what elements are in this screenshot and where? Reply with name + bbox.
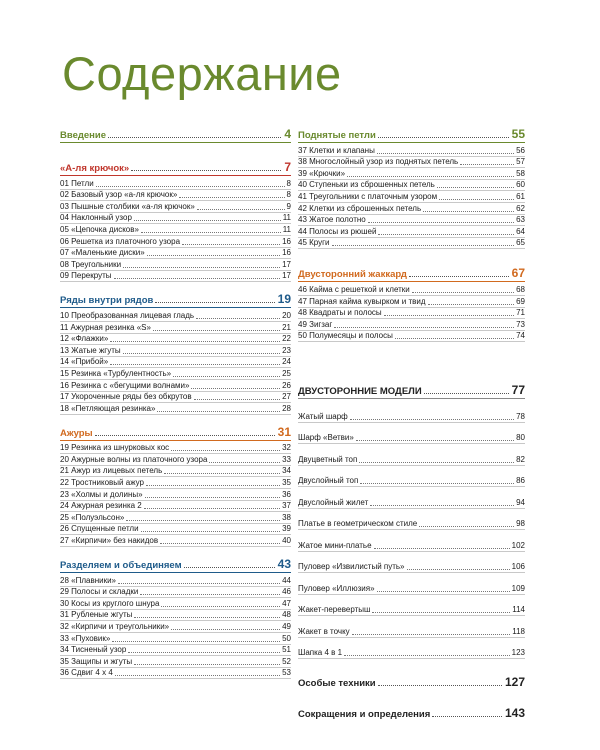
- dot-leader: [412, 292, 514, 293]
- entry-label: 09 Перекруты: [60, 271, 112, 281]
- entry-page-number: 27: [282, 392, 291, 402]
- entry-label: 05 «Цепочка дисков»: [60, 224, 139, 234]
- entry-label: 43 Жатое полотно: [298, 215, 366, 225]
- toc-entry[interactable]: [298, 238, 525, 250]
- entry-page-number: 57: [516, 157, 525, 167]
- entry-page-number: 80: [516, 433, 525, 443]
- dot-leader: [374, 548, 510, 549]
- toc-entry[interactable]: [298, 530, 525, 552]
- page-title: Содержание: [62, 47, 342, 100]
- section-title: Разделяем и объединяем: [60, 560, 182, 572]
- entry-label: 29 Полосы и складки: [60, 587, 139, 597]
- toc-entry[interactable]: [60, 271, 291, 283]
- toc-entry[interactable]: [60, 178, 291, 190]
- dot-leader: [112, 641, 280, 642]
- dot-leader: [155, 302, 274, 303]
- section-title: Ряды внутри рядов: [60, 295, 154, 307]
- entry-page-number: 11: [282, 224, 291, 234]
- section-page-number: 67: [511, 266, 525, 281]
- entry-label: 34 Тисненый узор: [60, 645, 127, 655]
- dot-leader: [147, 255, 280, 256]
- toc-entry[interactable]: [60, 248, 291, 260]
- toc-section-heading[interactable]: [298, 672, 525, 690]
- entry-label: 49 Зигзаг: [298, 319, 333, 329]
- entry-label: Двуцветный топ: [298, 454, 358, 464]
- entry-label: Жатое мини-платье: [298, 540, 372, 550]
- toc-entry[interactable]: [298, 595, 525, 617]
- entry-page-number: 53: [282, 668, 291, 678]
- dot-leader: [460, 164, 514, 165]
- entry-label: 08 Треугольники: [60, 259, 122, 269]
- toc-section-heading[interactable]: [298, 124, 525, 143]
- toc-entry[interactable]: [298, 487, 525, 509]
- toc-entry[interactable]: [60, 322, 291, 334]
- entry-page-number: 26: [282, 380, 291, 390]
- toc-entry[interactable]: [60, 334, 291, 346]
- section-title: Особые техники: [298, 678, 376, 690]
- section-page-number: 127: [504, 675, 525, 690]
- toc-entry[interactable]: [60, 201, 291, 213]
- entry-page-number: 50: [282, 633, 291, 643]
- dot-leader: [134, 220, 281, 221]
- toc-entry[interactable]: [60, 610, 291, 622]
- entry-label: 31 Рубленые жгуты: [60, 610, 133, 620]
- dot-leader: [96, 186, 285, 187]
- dot-leader: [131, 170, 281, 171]
- toc-entry[interactable]: [60, 357, 291, 369]
- entry-label: 24 Ажурная резинка 2: [60, 501, 142, 511]
- dot-leader: [171, 450, 280, 451]
- entry-page-number: 28: [282, 403, 291, 413]
- entry-page-number: 33: [282, 454, 291, 464]
- toc-entry[interactable]: [60, 575, 291, 587]
- toc-entry[interactable]: [298, 145, 525, 157]
- dot-leader: [108, 137, 281, 138]
- entry-page-number: 40: [282, 536, 291, 546]
- dot-leader: [123, 353, 280, 354]
- toc-entry[interactable]: [60, 236, 291, 248]
- dot-leader: [359, 462, 514, 463]
- entry-page-number: 51: [282, 645, 291, 655]
- entry-label: 37 Клетки и клапаны: [298, 145, 375, 155]
- entry-label: 02 Базовый узор «а-ля крючок»: [60, 190, 178, 200]
- toc-entry[interactable]: [60, 587, 291, 599]
- toc-entry[interactable]: [298, 444, 525, 466]
- toc-entry[interactable]: [60, 392, 291, 404]
- section-page-number: 43: [277, 557, 291, 572]
- toc-entry-list: [60, 443, 291, 547]
- entry-page-number: 8: [286, 178, 291, 188]
- section-page-number: 19: [277, 292, 291, 307]
- entry-label: 28 «Плавники»: [60, 575, 116, 585]
- toc-entry[interactable]: [298, 215, 525, 227]
- toc-entry[interactable]: [298, 638, 525, 660]
- toc-entry[interactable]: [298, 509, 525, 531]
- dot-leader: [334, 327, 514, 328]
- toc-entry[interactable]: [60, 466, 291, 478]
- toc-section-heading[interactable]: [298, 263, 525, 282]
- entry-label: 25 «Полуэльсон»: [60, 512, 125, 522]
- dot-leader: [144, 508, 280, 509]
- entry-label: 17 Укороченные ряды без обкрутов: [60, 392, 192, 402]
- dot-leader: [419, 526, 514, 527]
- dot-leader: [356, 440, 514, 441]
- toc-entry[interactable]: [60, 535, 291, 547]
- entry-page-number: 17: [282, 259, 291, 269]
- toc-entry[interactable]: [60, 501, 291, 513]
- entry-label: 19 Резинка из шнурковых кос: [60, 443, 170, 453]
- dot-leader: [157, 411, 280, 412]
- toc-section-heading[interactable]: [298, 380, 525, 399]
- dot-leader: [409, 276, 509, 277]
- entry-page-number: 46: [282, 587, 291, 597]
- entry-label: 48 Квадраты и полосы: [298, 308, 382, 318]
- dot-leader: [164, 473, 280, 474]
- entry-page-number: 69: [516, 296, 525, 306]
- toc-entry[interactable]: [60, 403, 291, 415]
- toc-section-heading[interactable]: [298, 703, 525, 721]
- entry-label: 07 «Маленькие диски»: [60, 248, 145, 258]
- entry-page-number: 25: [282, 368, 291, 378]
- dot-leader: [184, 567, 275, 568]
- dot-leader: [126, 520, 280, 521]
- entry-page-number: 39: [282, 524, 291, 534]
- entry-page-number: 44: [282, 575, 291, 585]
- entry-label: 11 Ажурная резинка «S»: [60, 322, 151, 332]
- entry-label: 40 Ступеньки из сброшенных петель: [298, 180, 435, 190]
- dot-leader: [179, 197, 284, 198]
- toc-entry[interactable]: [298, 203, 525, 215]
- entry-label: 36 Сдвиг 4 х 4: [60, 668, 113, 678]
- entry-page-number: 22: [282, 334, 291, 344]
- entry-label: 42 Клетки из сброшенных петель: [298, 203, 422, 213]
- toc-entry[interactable]: [60, 645, 291, 657]
- toc-entry[interactable]: [298, 226, 525, 238]
- dot-leader: [160, 543, 280, 544]
- entry-label: 41 Треугольники с платочным узором: [298, 191, 438, 201]
- dot-leader: [153, 330, 280, 331]
- dot-leader: [110, 364, 280, 365]
- dot-leader: [439, 199, 514, 200]
- entry-page-number: 35: [282, 478, 291, 488]
- dot-leader: [347, 176, 514, 177]
- dot-leader: [209, 462, 280, 463]
- toc-entry[interactable]: [298, 284, 525, 296]
- entry-page-number: 86: [516, 476, 525, 486]
- dot-leader: [378, 137, 509, 138]
- dot-leader: [123, 267, 280, 268]
- entry-label: 03 Пышные столбики «а-ля крючок»: [60, 201, 195, 211]
- entry-label: Шапка 4 в 1: [298, 648, 343, 658]
- section-title: Двусторонний жаккард: [298, 269, 407, 281]
- toc-entry-list: [60, 178, 291, 282]
- toc-entry-list: [60, 310, 291, 414]
- dot-leader: [140, 594, 280, 595]
- entry-page-number: 23: [282, 345, 291, 355]
- toc-column-left: [60, 124, 291, 679]
- entry-page-number: 20: [282, 310, 291, 320]
- dot-leader: [182, 244, 280, 245]
- entry-page-number: 63: [516, 215, 525, 225]
- dot-leader: [377, 591, 510, 592]
- entry-label: Пуловер «Извилистый путь»: [298, 562, 405, 572]
- entry-label: 01 Петли: [60, 178, 94, 188]
- entry-page-number: 8: [286, 190, 291, 200]
- section-title: Введение: [60, 130, 107, 141]
- section-page-number: 7: [284, 160, 291, 174]
- toc-entry[interactable]: [60, 380, 291, 392]
- entry-label: 38 Многослойный узор из поднятых петель: [298, 157, 459, 167]
- entry-label: 45 Круги: [298, 238, 330, 248]
- dot-leader: [128, 652, 280, 653]
- dot-leader: [173, 376, 280, 377]
- entry-page-number: 48: [282, 610, 291, 620]
- entry-label: Платье в геометрическом стиле: [298, 519, 418, 529]
- entry-page-number: 37: [282, 501, 291, 511]
- dot-leader: [141, 232, 281, 233]
- entry-label: 14 «Прибой»: [60, 357, 109, 367]
- dot-leader: [350, 419, 514, 420]
- dot-leader: [424, 393, 509, 394]
- dot-leader: [372, 612, 510, 613]
- toc-entry[interactable]: [298, 616, 525, 638]
- toc-entry[interactable]: [60, 598, 291, 610]
- toc-entry[interactable]: [298, 157, 525, 169]
- section-page-number: 55: [511, 127, 525, 141]
- dot-leader: [378, 685, 502, 686]
- entry-page-number: 24: [282, 357, 291, 367]
- entry-label: 47 Парная кайма кувырком и твид: [298, 296, 426, 306]
- toc-entry[interactable]: [60, 345, 291, 357]
- section-title: ДВУСТОРОННИЕ МОДЕЛИ: [298, 386, 422, 398]
- toc-entry[interactable]: [298, 191, 525, 203]
- toc-entry[interactable]: [298, 401, 525, 423]
- entry-page-number: 78: [516, 411, 525, 421]
- entry-page-number: 9: [286, 201, 291, 211]
- entry-page-number: 38: [282, 512, 291, 522]
- entry-label: 16 Резинка с «бегущими волнами»: [60, 380, 190, 390]
- entry-page-number: 106: [511, 562, 525, 572]
- toc-entry[interactable]: [60, 668, 291, 680]
- entry-page-number: 58: [516, 168, 525, 178]
- toc-entry-list: [60, 575, 291, 679]
- entry-label: 46 Кайма с решеткой и клетки: [298, 284, 410, 294]
- toc-entry-list: [298, 145, 525, 249]
- entry-label: 13 Жатые жгуты: [60, 345, 121, 355]
- entry-page-number: 98: [516, 519, 525, 529]
- entry-label: 33 «Пуховик»: [60, 633, 111, 643]
- entry-label: 27 «Кирпичи» без накидов: [60, 536, 159, 546]
- toc-entry[interactable]: [298, 296, 525, 308]
- entry-label: Жатый шарф: [298, 411, 348, 421]
- dot-leader: [95, 435, 275, 436]
- toc-entry[interactable]: [298, 168, 525, 180]
- section-page-number: 4: [284, 127, 291, 141]
- entry-page-number: 52: [282, 656, 291, 666]
- entry-label: 44 Полосы из рюшей: [298, 226, 377, 236]
- toc-entry-list: [298, 401, 525, 659]
- entry-page-number: 34: [282, 466, 291, 476]
- toc-entry[interactable]: [298, 573, 525, 595]
- entry-label: 22 Тростниковый ажур: [60, 478, 144, 488]
- dot-leader: [428, 304, 515, 305]
- toc-entry[interactable]: [60, 259, 291, 271]
- entry-page-number: 74: [516, 331, 525, 341]
- dot-leader: [423, 211, 514, 212]
- entry-label: 21 Ажур из лицевых петель: [60, 466, 163, 476]
- entry-label: Жакет-перевертыш: [298, 605, 371, 615]
- dot-leader: [110, 341, 280, 342]
- section-page-number: 31: [277, 424, 291, 439]
- entry-label: 04 Наклонный узор: [60, 213, 132, 223]
- entry-label: 50 Полумесяцы и полосы: [298, 331, 393, 341]
- entry-page-number: 16: [282, 248, 291, 258]
- entry-label: 10 Преобразованная лицевая гладь: [60, 310, 195, 320]
- toc-entry[interactable]: [60, 621, 291, 633]
- dot-leader: [344, 655, 510, 656]
- entry-page-number: 47: [282, 598, 291, 608]
- entry-page-number: 62: [516, 203, 525, 213]
- dot-leader: [118, 583, 280, 584]
- entry-label: 26 Спущенные петли: [60, 524, 139, 534]
- toc-entry[interactable]: [298, 308, 525, 320]
- dot-leader: [115, 675, 280, 676]
- entry-page-number: 61: [516, 191, 525, 201]
- entry-label: 39 «Крючки»: [298, 168, 346, 178]
- entry-page-number: 64: [516, 226, 525, 236]
- dot-leader: [395, 338, 514, 339]
- dot-leader: [191, 388, 280, 389]
- toc-entry[interactable]: [60, 454, 291, 466]
- entry-page-number: 118: [512, 626, 525, 636]
- toc-entry[interactable]: [60, 477, 291, 489]
- section-title: «А-ля крючок»: [60, 163, 130, 174]
- toc-entry[interactable]: [60, 656, 291, 668]
- entry-page-number: 114: [512, 605, 525, 615]
- entry-label: 30 Косы из круглого шнура: [60, 598, 160, 608]
- toc-entry[interactable]: [60, 224, 291, 236]
- dot-leader: [197, 209, 285, 210]
- toc-section-heading[interactable]: [60, 289, 291, 308]
- dot-leader: [332, 245, 515, 246]
- dot-leader: [194, 399, 280, 400]
- toc-entry[interactable]: [60, 443, 291, 455]
- entry-page-number: 49: [282, 622, 291, 631]
- entry-page-number: 56: [516, 145, 525, 155]
- section-title: Сокращения и определения: [298, 709, 431, 721]
- entry-label: Шарф «Ветви»: [298, 433, 354, 443]
- entry-page-number: 65: [516, 238, 525, 248]
- entry-page-number: 73: [516, 319, 525, 329]
- entry-page-number: 102: [511, 540, 525, 550]
- entry-label: Жакет в точку: [298, 626, 350, 636]
- dot-leader: [377, 153, 514, 154]
- dot-leader: [360, 483, 514, 484]
- toc-section-heading[interactable]: [60, 554, 291, 573]
- toc-entry[interactable]: [60, 310, 291, 322]
- toc-entry[interactable]: [60, 633, 291, 645]
- entry-page-number: 32: [282, 443, 291, 453]
- dot-leader: [196, 318, 280, 319]
- dot-leader: [141, 531, 281, 532]
- toc-entry[interactable]: [298, 331, 525, 343]
- toc-entry[interactable]: [298, 423, 525, 445]
- toc-section-heading[interactable]: [60, 422, 291, 441]
- entry-page-number: 36: [282, 489, 291, 499]
- toc-entry[interactable]: [298, 552, 525, 574]
- entry-page-number: 16: [282, 236, 291, 246]
- entry-page-number: 21: [282, 322, 291, 332]
- section-title: Поднятые петли: [298, 130, 376, 141]
- toc-section-heading[interactable]: [60, 124, 291, 143]
- entry-page-number: 71: [516, 308, 525, 318]
- entry-label: 06 Решетка из платочного узора: [60, 236, 181, 246]
- entry-page-number: 17: [282, 271, 291, 281]
- entry-label: 23 «Холмы и долины»: [60, 489, 143, 499]
- dot-leader: [134, 664, 280, 665]
- entry-label: 15 Резинка «Турбулентность»: [60, 368, 172, 378]
- dot-leader: [146, 485, 280, 486]
- entry-label: Двуслойный топ: [298, 476, 359, 486]
- entry-label: 18 «Петляющая резинка»: [60, 403, 156, 413]
- entry-page-number: 60: [516, 180, 525, 190]
- entry-label: Двуслойный жилет: [298, 497, 369, 507]
- entry-page-number: 109: [511, 583, 525, 593]
- entry-label: 35 Защипы и жгуты: [60, 656, 133, 666]
- entry-label: 32 «Кирпичи и треугольники»: [60, 622, 170, 631]
- entry-page-number: 68: [516, 284, 525, 294]
- dot-leader: [384, 315, 514, 316]
- dot-leader: [114, 278, 281, 279]
- toc-entry[interactable]: [298, 180, 525, 192]
- dot-leader: [378, 234, 514, 235]
- entry-page-number: 94: [516, 497, 525, 507]
- entry-page-number: 123: [511, 648, 525, 658]
- entry-page-number: 82: [516, 454, 525, 464]
- dot-leader: [370, 505, 514, 506]
- entry-label: 12 «Флажки»: [60, 334, 109, 344]
- toc-entry[interactable]: [60, 524, 291, 536]
- dot-leader: [352, 634, 511, 635]
- dot-leader: [145, 497, 280, 498]
- dot-leader: [432, 716, 502, 717]
- toc-column-right: [298, 124, 525, 721]
- dot-leader: [368, 222, 514, 223]
- dot-leader: [171, 629, 280, 630]
- toc-entry[interactable]: [298, 466, 525, 488]
- entry-label: Пуловер «Иллюзия»: [298, 583, 375, 593]
- toc-entry[interactable]: [60, 512, 291, 524]
- dot-leader: [134, 617, 280, 618]
- toc-entry[interactable]: [60, 489, 291, 501]
- dot-leader: [161, 606, 280, 607]
- entry-page-number: 11: [282, 213, 291, 223]
- toc-entry-list: [298, 284, 525, 342]
- entry-label: 20 Ажурные волны из платочного узора: [60, 454, 208, 464]
- dot-leader: [437, 187, 514, 188]
- toc-entry[interactable]: [60, 190, 291, 202]
- section-page-number: 143: [504, 706, 525, 721]
- toc-entry[interactable]: [60, 213, 291, 225]
- section-title: Ажуры: [60, 427, 93, 439]
- section-page-number: 77: [511, 383, 525, 398]
- dot-leader: [407, 569, 510, 570]
- toc-section-heading[interactable]: [60, 157, 291, 176]
- toc-entry[interactable]: [60, 368, 291, 380]
- toc-entry[interactable]: [298, 319, 525, 331]
